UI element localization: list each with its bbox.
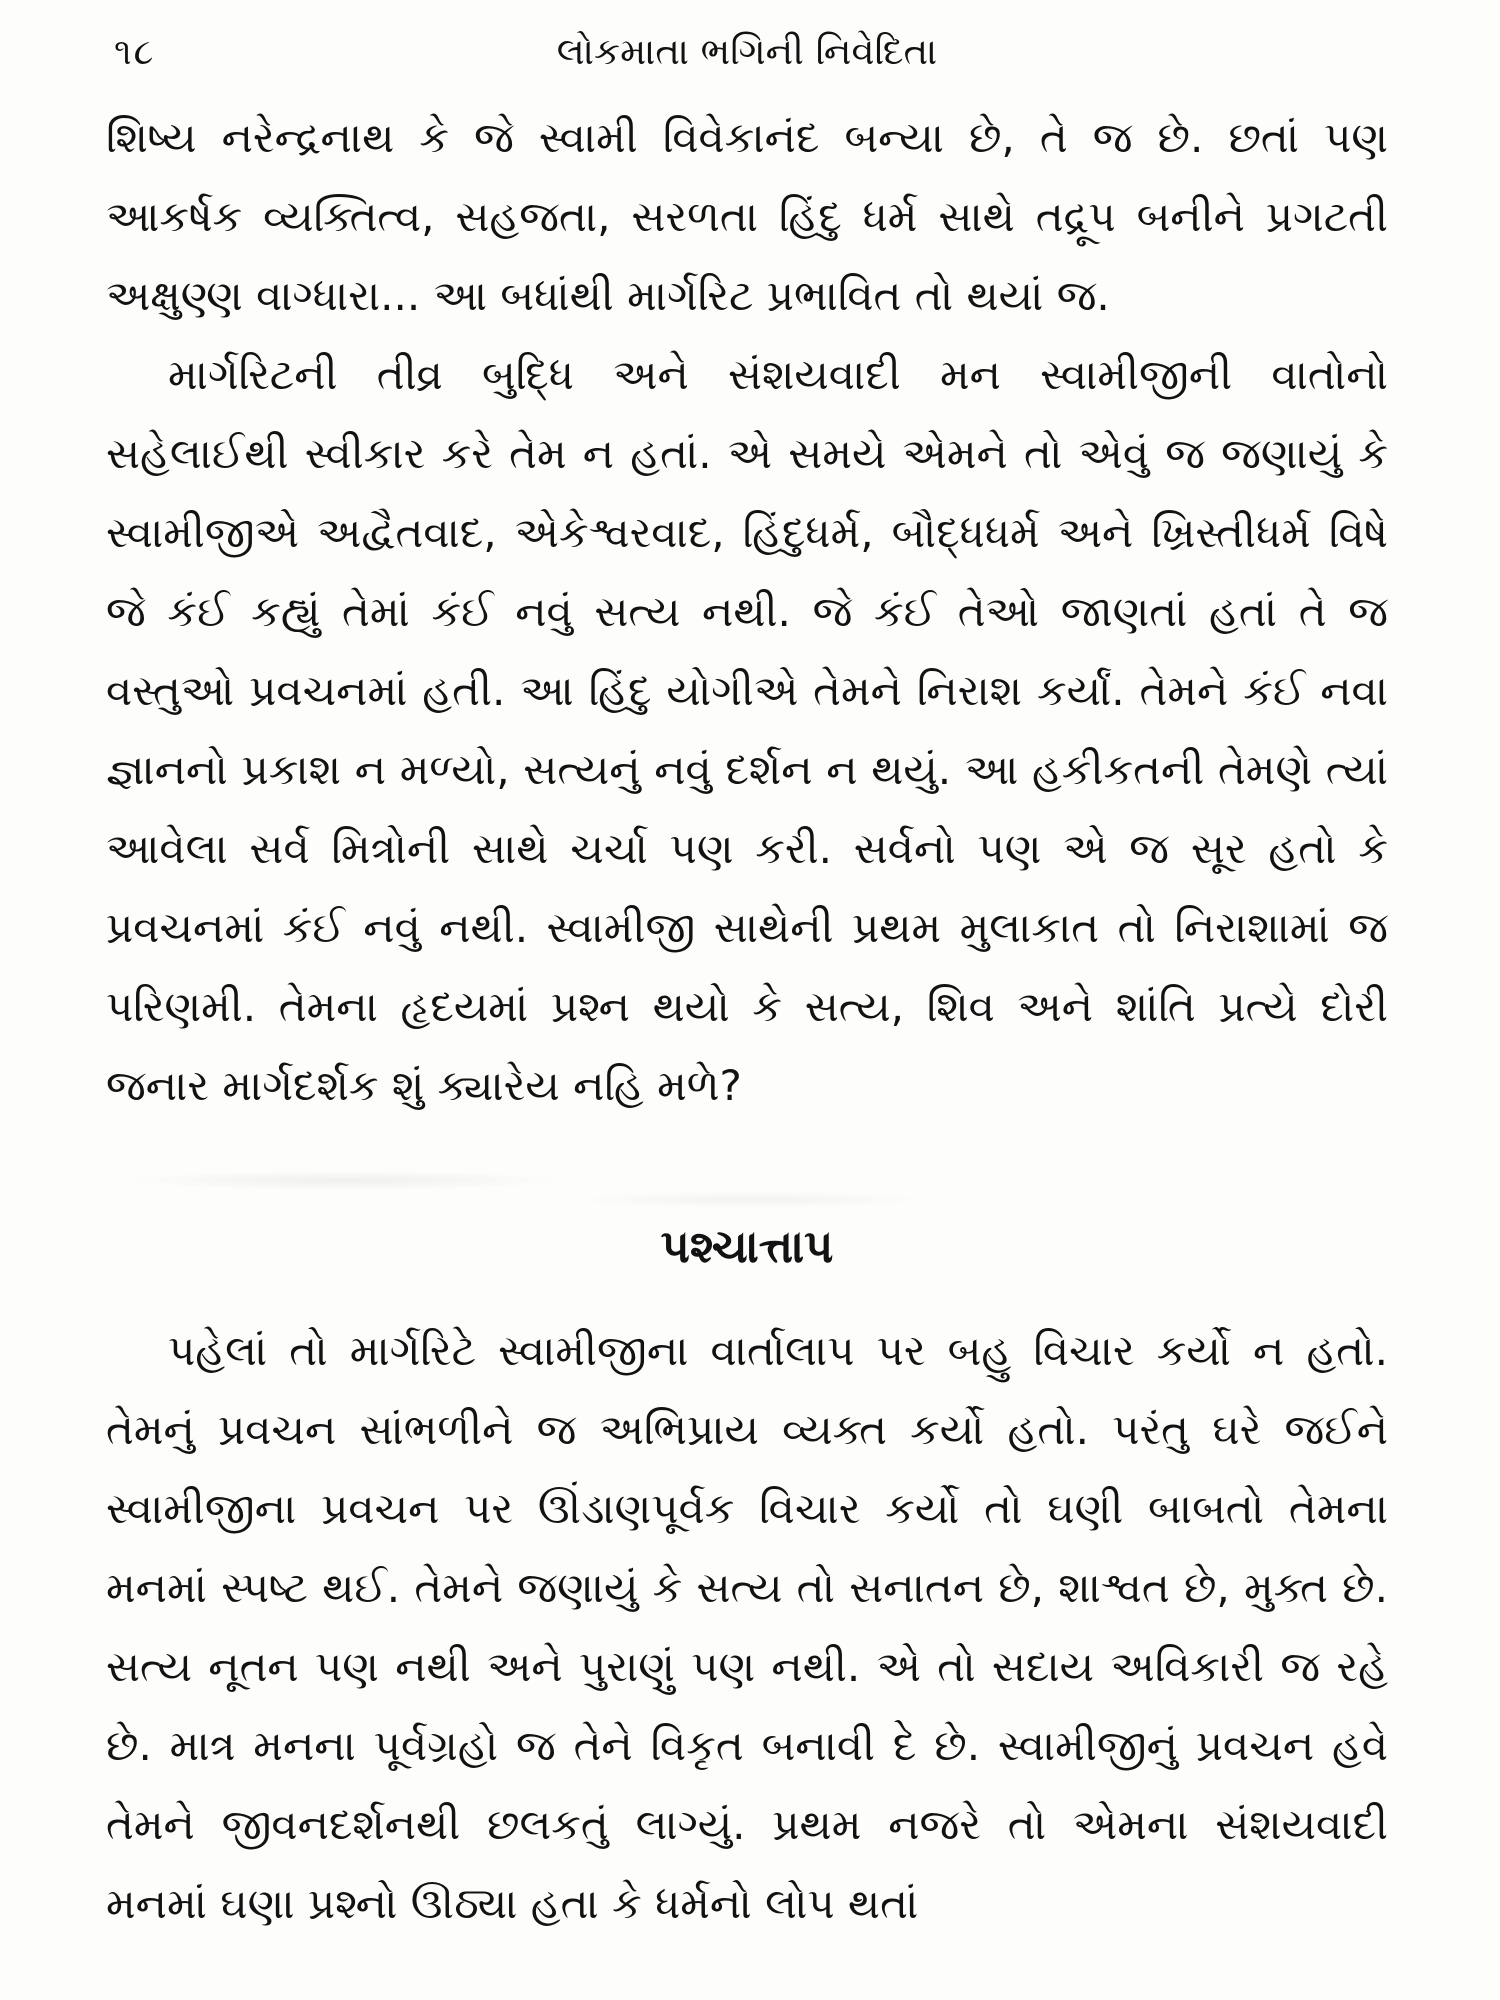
- page-number: ૧૮: [114, 32, 156, 73]
- section-heading: પશ્ચાત્તાપ: [660, 1220, 834, 1273]
- page-body: [106, 98, 1388, 1943]
- page-header: [106, 26, 1388, 84]
- scan-bleed-artifact: [120, 1155, 1020, 1219]
- paragraph-continuation: શિષ્ય નરેન્દ્રનાથ કે જે સ્વામી વિવેકાનંદ બન્યા છે, તે જ છે. છતાં પણ આકર્ષક વ્યક્તિત્વ, સહજતા, સરળતા હિંદુ ધર્મ સાથે તદ્રૂપ બનીને પ્રગટતી અક્ષુણ્ણ વાગ્ધારા... આ બધાંથી માર્ગરિટ પ્રભાવિત તો થયાં જ.: [106, 113, 1388, 320]
- book-title: લોકમાતા ભગિની નિવેદિતા: [556, 30, 938, 73]
- paragraph: પહેલાં તો માર્ગરિટે સ્વામીજીના વાર્તાલાપ પર બહુ વિચાર કર્યો ન હતો. તેમનું પ્રવચન સાંભળીને જ અભિપ્રાય વ્યક્ત કર્યો હતો. પરંતુ ઘરે જઈને સ્વામીજીના પ્રવચન પર ઊંડાણપૂર્વક વિચાર કર્યો તો ઘણી બાબતો તેમના મનમાં સ્પષ્ટ થઈ. તેમને જણાયું કે સત્ય તો સનાતન છે, શાશ્વત છે, મુક્ત છે. સત્ય નૂતન પણ નથી અને પુરાણું પણ નથી. એ તો સદાય અવિકારી જ રહે છે. માત્ર મનના પૂર્વગ્રહો જ તેને વિકૃત બનાવી દે છે. સ્વામીજીનું પ્રવચન હવે તેમને જીવનદર્શનથી છલકતું લાગ્યું. પ્રથમ નજરે તો એમના સંશયવાદી મનમાં ઘણા પ્રશ્નો ઊઠ્યા હતા કે ધર્મનો લોપ થતાં: [106, 1326, 1388, 1928]
- paragraph: માર્ગરિટની તીવ્ર બુદ્ધિ અને સંશયવાદી મન સ્વામીજીની વાતોનો સહેલાઈથી સ્વીકાર કરે તેમ ન હતાં. એ સમયે એમને તો એવું જ જણાયું કે સ્વામીજીએ અદ્વૈતવાદ, એકેશ્વરવાદ, હિંદુધર્મ, બૌદ્ધધર્મ અને ખ્રિસ્તીધર્મ વિષે જે કંઈ કહ્યું તેમાં કંઈ નવું સત્ય નથી. જે કંઈ તેઓ જાણતાં હતાં તે જ વસ્તુઓ પ્રવચનમાં હતી. આ હિંદુ યોગીએ તેમને નિરાશ કર્યાં. તેમને કંઈ નવા જ્ઞાનનો પ્રકાશ ન મળ્યો, સત્યનું નવું દર્શન ન થયું. આ હકીકતની તેમણે ત્યાં આવેલા સર્વ મિત્રોની સાથે ચર્ચા પણ કરી. સર્વનો પણ એ જ સૂર હતો કે પ્રવચનમાં કંઈ નવું નથી. સ્વામીજી સાથેની પ્રથમ મુલાકાત તો નિરાશામાં જ પરિણમી. તેમના હૃદયમાં પ્રશ્ન થયો કે સત્ય, શિવ અને શાંતિ પ્રત્યે દોરી જનાર માર્ગદર્શક શું ક્યારેય નહિ મળે?: [106, 350, 1388, 1110]
